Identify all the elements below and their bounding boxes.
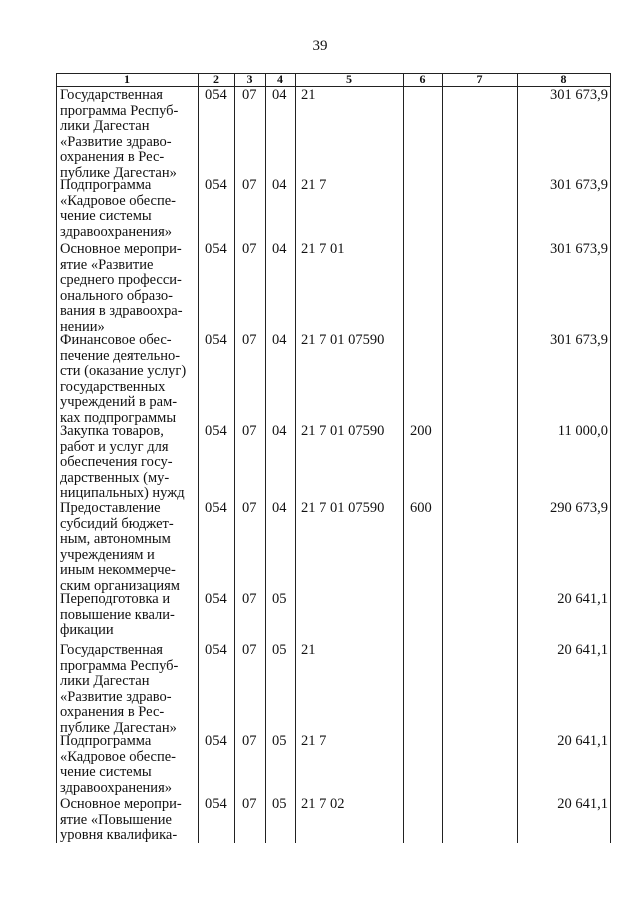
row-title-line: чение системы — [60, 208, 152, 224]
row-title-line: «Развитие здраво- — [60, 688, 172, 705]
cell-c4: 05 — [272, 642, 287, 658]
row-title — [60, 592, 200, 639]
row-title-line: здравоохранения» — [60, 779, 172, 796]
header-cell: 7 — [476, 72, 483, 86]
header-cell: 1 — [124, 72, 130, 86]
cell-c2: 054 — [205, 796, 227, 812]
row-title-line: лики Дагестан — [60, 118, 150, 134]
cell-amount: 301 673,9 — [550, 177, 608, 193]
cell-c2: 054 — [205, 733, 227, 749]
row-title-line: ятие «Повышение — [60, 811, 172, 828]
row-title-line: Подпрограмма — [60, 733, 152, 749]
cell-amount: 301 673,9 — [550, 87, 608, 103]
row-title-line: Основное меропри- — [60, 796, 182, 812]
cell-c4: 04 — [272, 423, 287, 439]
column-divider — [442, 73, 443, 843]
header-cell: 4 — [277, 72, 283, 86]
row-title-line: Государственная — [60, 642, 163, 658]
row-title-line: дарственных (му- — [60, 469, 170, 486]
row-title — [60, 242, 200, 335]
cell-c3: 07 — [242, 423, 257, 439]
cell-c2: 054 — [205, 423, 227, 439]
row-title-line: учреждениям и — [60, 546, 155, 563]
row-title-line: «Кадровое обеспе- — [60, 748, 176, 765]
cell-c2: 054 — [205, 177, 227, 193]
row-title-line: фикации — [60, 622, 114, 638]
header-cell: 3 — [246, 72, 253, 86]
row-title-line: Основное меропри- — [60, 241, 182, 257]
row-title-line: уровня квалифика- — [60, 827, 178, 843]
cell-c3: 07 — [242, 87, 257, 103]
cell-c6: 200 — [410, 423, 432, 439]
cell-c5: 21 7 — [301, 177, 327, 193]
row-title-line: здравоохранения» — [60, 223, 172, 240]
cell-amount: 301 673,9 — [550, 332, 608, 348]
cell-c4: 04 — [272, 177, 287, 193]
header-cell: 2 — [213, 72, 219, 86]
row-title-line: государственных — [60, 378, 166, 395]
cell-c2: 054 — [205, 500, 227, 516]
row-title-line: Закупка товаров, — [60, 423, 164, 439]
cell-c3: 07 — [242, 796, 257, 812]
row-title-line: среднего професси- — [60, 272, 182, 288]
cell-c5: 21 — [301, 642, 316, 658]
row-title-line: онального образо- — [60, 287, 173, 304]
cell-c6: 600 — [410, 500, 432, 516]
cell-c5: 21 — [301, 87, 316, 103]
cell-c4: 05 — [272, 733, 287, 749]
row-title-line: сти (оказание услуг) — [60, 363, 187, 379]
column-divider — [610, 73, 611, 843]
row-title-line: обеспечения госу- — [60, 454, 173, 470]
cell-amount: 20 641,1 — [557, 733, 608, 749]
row-title-line: публике Дагестан» — [60, 164, 177, 181]
page-number: 39 — [312, 38, 328, 54]
row-title — [60, 797, 200, 844]
cell-c5: 21 7 01 07590 — [301, 500, 385, 516]
cell-c2: 054 — [205, 241, 227, 257]
row-title-line: «Кадровое обеспе- — [60, 192, 176, 209]
row-title-line: программа Респуб- — [60, 102, 179, 119]
cell-c3: 07 — [242, 591, 257, 607]
cell-amount: 11 000,0 — [557, 423, 608, 439]
row-title — [60, 424, 200, 502]
column-divider — [403, 73, 404, 843]
row-title-line: охранения в Рес- — [60, 149, 165, 165]
column-divider — [265, 73, 266, 843]
cell-c3: 07 — [242, 241, 257, 257]
cell-c5: 21 7 02 — [301, 796, 345, 812]
row-title-line: печение деятельно- — [60, 347, 181, 364]
row-title-line: ках подпрограммы — [60, 409, 177, 426]
row-title-line: ятие «Развитие — [60, 256, 154, 273]
row-title-line: учреждений в рам- — [60, 394, 178, 410]
cell-amount: 20 641,1 — [557, 591, 608, 607]
header-cell: 5 — [346, 72, 352, 86]
row-title-line: программа Респуб- — [60, 657, 179, 674]
cell-c2: 054 — [205, 642, 227, 658]
row-title-line: Предоставление — [60, 500, 161, 516]
column-divider — [517, 73, 518, 843]
row-title-line: иным некоммерче- — [60, 562, 176, 578]
row-title-line: субсидий бюджет- — [60, 515, 174, 532]
cell-c4: 04 — [272, 500, 287, 516]
column-divider — [56, 73, 57, 843]
cell-c4: 04 — [272, 87, 287, 103]
cell-c2: 054 — [205, 591, 227, 607]
cell-c5: 21 7 — [301, 733, 327, 749]
row-title-line: публике Дагестан» — [60, 719, 177, 736]
row-title-line: ским организациям — [60, 577, 180, 594]
cell-c2: 054 — [205, 87, 227, 103]
cell-c2: 054 — [205, 332, 227, 348]
row-title-line: работ и услуг для — [60, 438, 169, 455]
cell-amount: 301 673,9 — [550, 241, 608, 257]
cell-amount: 20 641,1 — [557, 642, 608, 658]
cell-amount: 20 641,1 — [557, 796, 608, 812]
row-title-line: Переподготовка и — [60, 591, 171, 607]
row-title-line: Финансовое обес- — [60, 332, 172, 348]
column-divider — [234, 73, 235, 843]
column-divider — [295, 73, 296, 843]
row-title-line: вания в здравоохра- — [60, 303, 183, 319]
row-title-line: лики Дагестан — [60, 673, 150, 689]
row-title-line: чение системы — [60, 764, 152, 780]
row-title-line: нении» — [60, 318, 105, 335]
row-title — [60, 178, 200, 240]
row-title — [60, 88, 200, 181]
row-title-line: ным, автономным — [60, 531, 171, 547]
row-title — [60, 643, 200, 736]
row-title-line: «Развитие здраво- — [60, 133, 172, 150]
row-title — [60, 333, 200, 426]
row-title — [60, 734, 200, 796]
row-title-line: Подпрограмма — [60, 177, 152, 193]
cell-c5: 21 7 01 07590 — [301, 332, 385, 348]
cell-c3: 07 — [242, 500, 257, 516]
cell-c3: 07 — [242, 733, 257, 749]
row-title-line: Государственная — [60, 87, 163, 103]
cell-c5: 21 7 01 — [301, 241, 345, 257]
row-title-line: повышение квали- — [60, 606, 175, 623]
row-title-line: ниципальных) нужд — [60, 485, 185, 501]
cell-c4: 04 — [272, 241, 287, 257]
row-title — [60, 501, 200, 594]
cell-c3: 07 — [242, 177, 257, 193]
cell-c5: 21 7 01 07590 — [301, 423, 385, 439]
cell-c4: 05 — [272, 796, 287, 812]
cell-c3: 07 — [242, 642, 257, 658]
cell-amount: 290 673,9 — [550, 500, 608, 516]
cell-c4: 04 — [272, 332, 287, 348]
row-title-line: охранения в Рес- — [60, 704, 165, 720]
cell-c3: 07 — [242, 332, 257, 348]
header-cell: 6 — [419, 72, 426, 86]
cell-c4: 05 — [272, 591, 287, 607]
header-cell: 8 — [560, 72, 567, 86]
